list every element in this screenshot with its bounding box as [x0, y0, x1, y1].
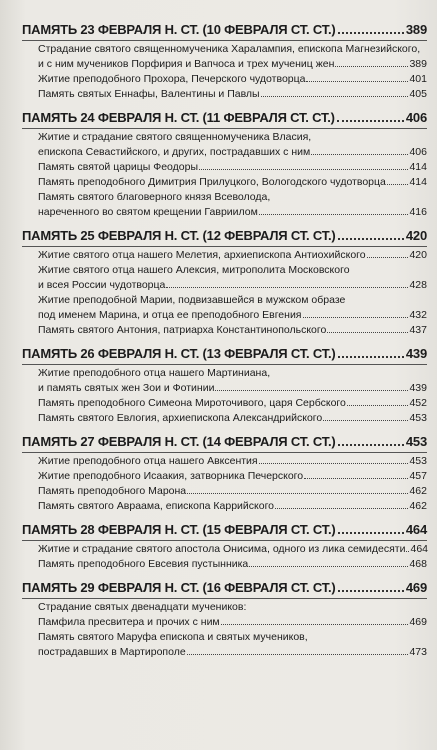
toc-entry [38, 469, 427, 484]
toc-section [22, 346, 427, 426]
entry-page-number: 414 [409, 161, 427, 173]
entry-final-line [38, 248, 427, 263]
entry-final-line [38, 454, 427, 469]
entry-final-line [38, 484, 427, 499]
dot-leader [338, 444, 404, 446]
entry-page-number: 457 [409, 470, 427, 482]
section-heading-title: ПАМЯТЬ 23 ФЕВРАЛЯ Н. СТ. (10 ФЕВРАЛЯ СТ. СТ.) [22, 22, 336, 37]
dot-leader [347, 405, 409, 406]
entry-page-number: 452 [409, 397, 427, 409]
section-heading [22, 110, 427, 126]
entry-title-line: Житие преподобной Марии, подвизавшейся в мужском образе [38, 294, 346, 306]
dot-leader [187, 493, 408, 494]
entry-final-line [38, 205, 427, 220]
entry-page-number: 414 [409, 176, 427, 188]
toc-entry [38, 160, 427, 175]
section-divider [22, 364, 427, 365]
dot-leader [323, 420, 408, 421]
entry-page-number: 469 [409, 616, 427, 628]
toc-entry [38, 42, 427, 72]
entry-title-line: Память преподобного Симеона Мироточивого, царя Сербского [38, 397, 346, 409]
section-heading-title: ПАМЯТЬ 27 ФЕВРАЛЯ Н. СТ. (14 ФЕВРАЛЯ СТ. СТ.) [22, 434, 336, 449]
entry-title-line: Память святого Маруфа епископа и святых мучеников, [38, 631, 308, 643]
entry-final-line [38, 278, 427, 293]
section-heading [22, 346, 427, 362]
dot-leader [215, 390, 408, 391]
entry-title-line: пострадавших в Мартирополе [38, 646, 186, 658]
dot-leader [259, 214, 409, 215]
toc-entry [38, 72, 427, 87]
entry-title-line: Житие святого отца нашего Алексия, митрополита Московского [38, 264, 350, 276]
toc-entry [38, 411, 427, 426]
section-heading-title: ПАМЯТЬ 26 ФЕВРАЛЯ Н. СТ. (13 ФЕВРАЛЯ СТ. СТ.) [22, 346, 336, 361]
toc-section [22, 228, 427, 338]
entry-title-line: Память святого Евлогия, архиепископа Александрийского [38, 412, 323, 424]
toc-section [22, 580, 427, 660]
entry-title-line: под именем Марина, и отца ее преподобного Евгения [38, 309, 302, 321]
dot-leader [335, 66, 408, 67]
toc-entry [38, 323, 427, 338]
toc-entry [38, 484, 427, 499]
dot-leader [327, 332, 408, 333]
toc-entry [38, 87, 427, 102]
entry-page-number: 405 [409, 88, 427, 100]
dot-leader [303, 317, 409, 318]
entry-page-number: 416 [409, 206, 427, 218]
toc-entry [38, 190, 427, 220]
toc-entry [38, 396, 427, 411]
section-heading-title: ПАМЯТЬ 29 ФЕВРАЛЯ Н. СТ. (16 ФЕВРАЛЯ СТ. СТ.) [22, 580, 336, 595]
toc-entry [38, 542, 427, 557]
entry-list [22, 130, 427, 220]
section-heading-title: ПАМЯТЬ 28 ФЕВРАЛЯ Н. СТ. (15 ФЕВРАЛЯ СТ. СТ.) [22, 522, 336, 537]
dot-leader [261, 96, 409, 97]
entry-title-line: Житие преподобного Прохора, Печерского чудотворца [38, 73, 306, 85]
dot-leader [199, 169, 408, 170]
dot-leader [406, 551, 409, 552]
entry-page-number: 406 [409, 146, 427, 158]
entry-page-number: 462 [409, 500, 427, 512]
entry-list [22, 542, 427, 572]
section-heading [22, 228, 427, 244]
entry-title-line: епископа Севастийского, и других, пострадавших с ним [38, 146, 311, 158]
entry-final-line [38, 542, 427, 557]
dot-leader [367, 257, 409, 258]
entry-final-line [38, 396, 427, 411]
entry-final-line [38, 499, 427, 514]
dot-leader [338, 32, 404, 34]
toc-entry [38, 454, 427, 469]
dot-leader [337, 120, 404, 122]
entry-list [22, 248, 427, 338]
entry-final-line [38, 57, 427, 72]
entry-title-line: Память преподобного Марона [38, 485, 187, 497]
dot-leader [304, 478, 408, 479]
table-of-contents [22, 22, 427, 660]
section-divider [22, 246, 427, 247]
section-divider [22, 452, 427, 453]
entry-page-number: 453 [409, 412, 427, 424]
toc-section [22, 522, 427, 572]
toc-entry [38, 263, 427, 293]
entry-title-line: Житие святого отца нашего Мелетия, архиепископа Антиохийского [38, 249, 366, 261]
entry-page-number: 401 [409, 73, 427, 85]
entry-list [22, 366, 427, 426]
toc-entry [38, 293, 427, 323]
entry-page-number: 428 [409, 279, 427, 291]
section-page-number: 406 [405, 110, 427, 125]
toc-entry [38, 248, 427, 263]
section-heading-title: ПАМЯТЬ 25 ФЕВРАЛЯ Н. СТ. (12 ФЕВРАЛЯ СТ. СТ.) [22, 228, 336, 243]
toc-entry [38, 175, 427, 190]
dot-leader [275, 508, 408, 509]
section-heading [22, 22, 427, 38]
dot-leader [387, 184, 409, 185]
section-page-number: 453 [405, 434, 427, 449]
section-heading [22, 522, 427, 538]
entry-final-line [38, 160, 427, 175]
entry-title-line: и с ним мучеников Порфирия и Вапчоса и трех мучениц жен [38, 58, 335, 70]
toc-entry [38, 499, 427, 514]
entry-title-line: Память святого Антония, патриарха Константинопольского [38, 324, 327, 336]
toc-entry [38, 130, 427, 160]
section-page-number: 420 [405, 228, 427, 243]
entry-title-line: Житие преподобного отца нашего Мартиниана, [38, 367, 271, 379]
toc-entry [38, 366, 427, 396]
entry-title-line: нареченного во святом крещении Гавриилом [38, 206, 258, 218]
entry-title-line: Памфила пресвитера и прочих с ним [38, 616, 220, 628]
entry-title-line: Память святого Авраама, епископа Каррийского [38, 500, 275, 512]
entry-title-line: Память преподобного Димитрия Прилуцкого, Вологодского чудотворца [38, 176, 386, 188]
entry-title-line: Память святых Еннафы, Валентины и Павлы [38, 88, 260, 100]
section-divider [22, 40, 427, 41]
entry-final-line [38, 175, 427, 190]
entry-final-line [38, 72, 427, 87]
entry-page-number: 432 [409, 309, 427, 321]
entry-list [22, 600, 427, 660]
entry-final-line [38, 645, 427, 660]
toc-entry [38, 600, 427, 630]
entry-title-line: Житие и страдание святого священномученика Власия, [38, 131, 312, 143]
entry-title-line: Житие преподобного отца нашего Авксентия [38, 455, 258, 467]
dot-leader [249, 566, 408, 567]
dot-leader [221, 624, 409, 625]
section-page-number: 439 [405, 346, 427, 361]
entry-final-line [38, 615, 427, 630]
toc-entry [38, 630, 427, 660]
entry-final-line [38, 469, 427, 484]
dot-leader [338, 590, 404, 592]
entry-title-line: Житие преподобного Исаакия, затворника Печерского [38, 470, 304, 482]
entry-final-line [38, 411, 427, 426]
section-heading [22, 580, 427, 596]
section-page-number: 389 [405, 22, 427, 37]
dot-leader [306, 81, 408, 82]
entry-title-line: Память святого благоверного князя Всеволода, [38, 191, 271, 203]
dot-leader [338, 238, 404, 240]
toc-section [22, 434, 427, 514]
entry-page-number: 453 [409, 455, 427, 467]
entry-page-number: 420 [409, 249, 427, 261]
toc-section [22, 110, 427, 220]
entry-page-number: 464 [410, 543, 429, 555]
dot-leader [338, 356, 404, 358]
entry-title-line: и всея России чудотворца [38, 279, 166, 291]
entry-title-line: и память святых жен Зои и Фотинии [38, 382, 215, 394]
dot-leader [338, 532, 404, 534]
section-page-number: 464 [405, 522, 427, 537]
entry-page-number: 437 [409, 324, 427, 336]
entry-page-number: 462 [409, 485, 427, 497]
toc-entry [38, 557, 427, 572]
entry-title-line: Страдание святых двенадцати мучеников: [38, 601, 247, 613]
section-heading [22, 434, 427, 450]
entry-final-line [38, 381, 427, 396]
entry-page-number: 439 [409, 382, 427, 394]
entry-list [22, 454, 427, 514]
entry-list [22, 42, 427, 102]
entry-final-line [38, 557, 427, 572]
entry-title-line: Память святой царицы Феодоры [38, 161, 199, 173]
section-divider [22, 128, 427, 129]
entry-page-number: 468 [409, 558, 427, 570]
entry-final-line [38, 308, 427, 323]
section-divider [22, 598, 427, 599]
entry-final-line [38, 323, 427, 338]
entry-title-line: Память преподобного Евсевия пустынника [38, 558, 249, 570]
entry-final-line [38, 145, 427, 160]
section-divider [22, 540, 427, 541]
entry-final-line [38, 87, 427, 102]
section-heading-title: ПАМЯТЬ 24 ФЕВРАЛЯ Н. СТ. (11 ФЕВРАЛЯ СТ. СТ.) [22, 110, 335, 125]
section-page-number: 469 [405, 580, 427, 595]
entry-page-number: 473 [409, 646, 427, 658]
entry-title-line: Страдание святого священномученика Харалампия, епископа Магнезийского, [38, 43, 421, 55]
entry-page-number: 389 [409, 58, 427, 70]
dot-leader [166, 287, 408, 288]
dot-leader [187, 654, 409, 655]
dot-leader [259, 463, 409, 464]
toc-section [22, 22, 427, 102]
dot-leader [311, 154, 408, 155]
entry-title-line: Житие и страдание святого апостола Онисима, одного из лика семидесяти [38, 543, 406, 555]
